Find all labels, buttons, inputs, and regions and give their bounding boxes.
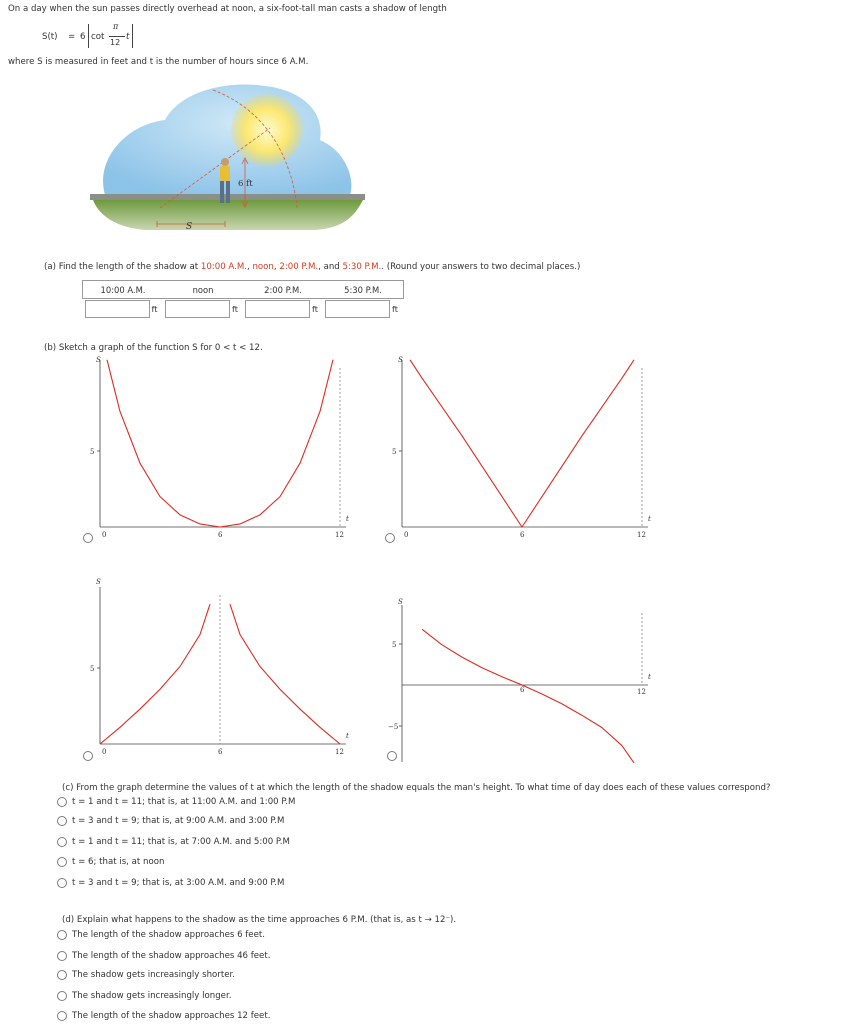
option-label: The shadow gets increasingly shorter. (72, 970, 235, 980)
part-c-option-1[interactable] (57, 797, 295, 807)
tick-label-5: 5 (392, 448, 397, 456)
tick-label-12: 12 (637, 688, 646, 696)
part-d-option-3[interactable] (57, 970, 235, 980)
col-header-2pm: 2:00 P.M. (243, 281, 323, 299)
x-axis-label: t (648, 673, 651, 681)
option-label: The length of the shadow approaches 46 feet. (72, 951, 271, 961)
sep-1: , (247, 262, 253, 272)
tick-label-5: 5 (392, 641, 397, 649)
formula-cot: cot (91, 32, 105, 42)
answer-input-2pm[interactable] (245, 300, 310, 318)
part-d-option-4[interactable] (57, 991, 231, 1001)
radio-button[interactable] (57, 1011, 67, 1021)
answer-input-530pm[interactable] (325, 300, 390, 318)
unit-label: ft (232, 304, 238, 314)
graph-option-2[interactable] (392, 355, 667, 545)
col-header-530pm: 5:30 P.M. (323, 281, 404, 299)
option-label: The length of the shadow approaches 6 feet. (72, 930, 265, 940)
x-axis-label: t (648, 515, 651, 523)
tick-label-neg5: −5 (388, 723, 399, 731)
col-header-noon: noon (163, 281, 243, 299)
y-axis-label: S (96, 578, 101, 586)
formula-lhs: S(t) (42, 32, 58, 42)
graph-option-4[interactable] (388, 590, 667, 765)
formula-pi: π (113, 22, 119, 31)
formula-coef: 6 (80, 32, 86, 42)
part-c-option-4[interactable] (57, 857, 164, 867)
answer-input-10am[interactable] (85, 300, 150, 318)
curve (107, 360, 333, 527)
option-label: t = 1 and t = 11; that is, at 7:00 A.M. and 5:00 P.M (72, 837, 290, 847)
sep-2: , (273, 262, 280, 272)
tick-label-5: 5 (90, 665, 95, 673)
where-text: where S is measured in feet and t is the number of hours since 6 A.M. (8, 57, 309, 67)
option-label: t = 6; that is, at noon (72, 857, 165, 867)
curve-branch-2 (230, 604, 340, 744)
abs-bar-right (132, 24, 133, 48)
part-d-option-1[interactable] (57, 930, 265, 940)
time-10am: 10:00 A.M. (200, 262, 247, 272)
radio-button[interactable] (57, 797, 67, 807)
y-axis-label: S (96, 356, 101, 364)
radio-button[interactable] (57, 951, 67, 961)
tick-label-6: 6 (218, 531, 223, 539)
radio-button[interactable] (57, 857, 67, 867)
graph-option-1[interactable] (90, 355, 365, 545)
radio-button[interactable] (57, 991, 67, 1001)
option-label: The shadow gets increasingly longer. (72, 991, 232, 1001)
sep-3: , and (318, 262, 343, 272)
tick-label-12: 12 (335, 748, 344, 756)
col-header-10am: 10:00 A.M. (83, 281, 164, 299)
tick-label-0: 0 (102, 531, 107, 539)
tick-label-6: 6 (218, 748, 223, 756)
problem-intro: On a day when the sun passes directly overhead at noon, a six-foot-tall man casts a shadow of length (8, 4, 447, 14)
radio-button[interactable] (57, 970, 67, 980)
y-axis-label: S (398, 356, 403, 364)
part-c-option-3[interactable] (57, 837, 290, 847)
graph-option-3[interactable] (90, 572, 365, 762)
y-axis-label: S (398, 598, 403, 606)
unit-label: ft (312, 304, 318, 314)
sun-shadow-illustration (85, 80, 370, 240)
grass (93, 200, 363, 230)
part-c-option-5[interactable] (57, 878, 284, 888)
formula-denominator: 12 (110, 38, 121, 47)
curve (410, 360, 634, 527)
radio-button[interactable] (57, 816, 67, 826)
time-530pm: 5:30 P.M. (342, 262, 382, 272)
option-label: The length of the shadow approaches 12 feet. (72, 1011, 271, 1021)
radio-button[interactable] (57, 930, 67, 940)
x-axis-label: t (346, 732, 349, 740)
unit-label: ft (392, 304, 398, 314)
part-c-prompt (62, 783, 770, 793)
height-label: 6 ft (238, 179, 253, 189)
abs-bar-left (88, 24, 89, 48)
part-c-prompt-text: (c) From the graph determine the values of t at which the length of the shadow equals the man's height. To what time of day does each of these values correspond? (62, 783, 771, 793)
part-b-prompt: (b) Sketch a graph of the function S for 0 < t < 12. (44, 343, 263, 353)
part-a-prompt-start: (a) Find the length of the shadow at (44, 262, 201, 272)
tick-label-6: 6 (520, 531, 525, 539)
formula-equals: = (68, 32, 76, 42)
fraction-line (109, 36, 125, 37)
tick-label-0: 0 (404, 531, 409, 539)
radio-button[interactable] (57, 837, 67, 847)
part-d-option-5[interactable] (57, 1011, 270, 1021)
option-label: t = 3 and t = 9; that is, at 9:00 A.M. and 3:00 P.M (72, 816, 285, 826)
part-c-option-2[interactable] (57, 816, 284, 826)
tick-label-0: 0 (102, 748, 107, 756)
answer-table (82, 280, 404, 319)
tick-label-12: 12 (637, 531, 646, 539)
unit-label: ft (151, 304, 158, 314)
part-a-prompt-end: . (Round your answers to two decimal places.) (381, 262, 581, 272)
answer-input-noon[interactable] (165, 300, 230, 318)
radio-button[interactable] (57, 878, 67, 888)
formula-var: t (126, 32, 130, 42)
tick-label-12: 12 (335, 531, 344, 539)
time-noon: noon (252, 262, 274, 272)
part-d-option-2[interactable] (57, 951, 270, 961)
shadow-label: S (186, 222, 193, 232)
curve-branch-1 (100, 604, 210, 744)
part-d-prompt: (d) Explain what happens to the shadow as the time approaches 6 P.M. (that is, as t → 12⁻). (62, 915, 457, 925)
tick-label-6: 6 (520, 686, 525, 694)
part-a-prompt (44, 262, 580, 272)
time-2pm: 2:00 P.M. (279, 262, 319, 272)
option-label: t = 1 and t = 11; that is, at 11:00 A.M. and 1:00 P.M (72, 797, 296, 807)
x-axis-label: t (346, 515, 349, 523)
option-label: t = 3 and t = 9; that is, at 3:00 A.M. and 9:00 P.M (72, 878, 285, 888)
curve (422, 629, 634, 763)
tick-label-5: 5 (90, 448, 95, 456)
